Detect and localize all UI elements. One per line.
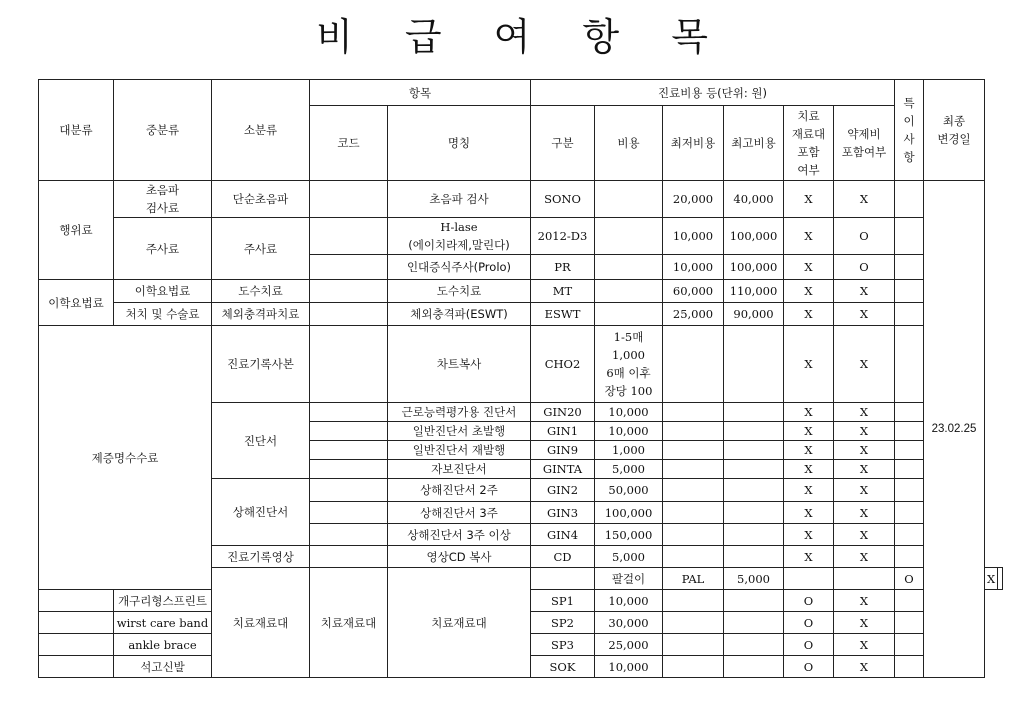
material-cell: O [784, 590, 834, 612]
special-cell [895, 524, 924, 546]
name-cell [388, 218, 531, 255]
code-cell [39, 656, 114, 678]
material-cell: O [784, 612, 834, 634]
special-cell [895, 218, 924, 255]
minor-cell: 진료기록사본 [212, 326, 310, 403]
header-material-line: 포함 [797, 145, 820, 159]
special-cell [895, 403, 924, 422]
table-row [39, 181, 1003, 218]
material-cell: X [784, 303, 834, 326]
code-cell [310, 441, 388, 460]
name-cell: 상해진단서 3주 이상 [388, 524, 531, 546]
code-cell [310, 546, 388, 568]
middle-cell: 주사료 [114, 218, 212, 280]
name-cell: ankle brace [114, 634, 212, 656]
minor-cell: 체외충격파치료 [212, 303, 310, 326]
cost-line: 1-5매 [613, 330, 644, 344]
code-cell [310, 303, 388, 326]
material-cell: X [784, 479, 834, 502]
minor-cell: 도수치료 [212, 280, 310, 303]
drug-cell: X [834, 280, 895, 303]
cost-cell: 5,000 [595, 460, 663, 479]
special-cell [895, 612, 924, 634]
drug-cell: X [834, 403, 895, 422]
category-cell: SP1 [531, 590, 595, 612]
category-cell: CHO2 [531, 326, 595, 403]
cost-cell: 50,000 [595, 479, 663, 502]
category-cell: GIN3 [531, 502, 595, 524]
cost-cell: 30,000 [595, 612, 663, 634]
header-material-line: 여부 [797, 163, 820, 177]
cost-cell: 1,000 [595, 441, 663, 460]
drug-cell: X [834, 656, 895, 678]
category-cell: GIN9 [531, 441, 595, 460]
code-cell [310, 422, 388, 441]
header-max-cost: 최고비용 [724, 106, 784, 181]
header-special-line: 사 [903, 132, 915, 146]
header-last-changed-line: 최종 [942, 114, 966, 128]
code-cell [310, 460, 388, 479]
min-cost-cell: 25,000 [663, 303, 724, 326]
min-cost-cell: 10,000 [663, 255, 724, 280]
drug-cell: X [834, 546, 895, 568]
max-cost-cell: 110,000 [724, 280, 784, 303]
special-cell [998, 568, 1003, 590]
code-cell [310, 255, 388, 280]
cost-cell: 10,000 [595, 656, 663, 678]
name-cell: 초음파 검사 [388, 181, 531, 218]
header-drug-line: 약제비 [847, 127, 881, 141]
min-cost-cell [663, 612, 724, 634]
drug-cell: O [834, 255, 895, 280]
category-cell: GIN1 [531, 422, 595, 441]
min-cost-cell [663, 524, 724, 546]
table-row [39, 218, 1003, 255]
cost-cell [595, 218, 663, 255]
name-cell: 일반진단서 초발행 [388, 422, 531, 441]
minor-cell: 진단서 [212, 403, 310, 479]
cost-cell: 5,000 [724, 568, 784, 590]
drug-cell: X [834, 181, 895, 218]
code-cell [310, 181, 388, 218]
material-cell: X [784, 422, 834, 441]
name-line: (에이치라제,말린다) [408, 238, 510, 252]
minor-cell: 진료기록영상 [212, 546, 310, 568]
material-cell: X [784, 546, 834, 568]
material-cell: X [784, 460, 834, 479]
name-cell: 차트복사 [388, 326, 531, 403]
special-cell [895, 502, 924, 524]
code-cell [39, 634, 114, 656]
category-cell: SONO [531, 181, 595, 218]
category-cell: SOK [531, 656, 595, 678]
name-line: H-lase [440, 220, 478, 234]
minor-cell: 단순초음파 [212, 181, 310, 218]
header-major: 대분류 [39, 80, 114, 181]
max-cost-cell [724, 524, 784, 546]
material-cell: O [784, 656, 834, 678]
min-cost-cell: 20,000 [663, 181, 724, 218]
material-cell: X [784, 218, 834, 255]
minor-cell: 치료재료대 [388, 568, 531, 678]
min-cost-cell [663, 656, 724, 678]
min-cost-cell [784, 568, 834, 590]
middle-line: 검사료 [145, 201, 180, 215]
max-cost-cell [724, 590, 784, 612]
minor-cell: 상해진단서 [212, 479, 310, 546]
min-cost-cell [663, 546, 724, 568]
middle-cell: 이학요법료 [114, 280, 212, 303]
category-cell: PR [531, 255, 595, 280]
middle-line: 초음파 [145, 183, 180, 197]
material-cell: O [784, 634, 834, 656]
header-special-line: 특 [903, 96, 915, 110]
category-cell: PAL [663, 568, 724, 590]
header-item-group: 항목 [310, 80, 531, 106]
name-cell: 일반진단서 재발행 [388, 441, 531, 460]
drug-cell: X [985, 568, 998, 590]
category-cell: GIN4 [531, 524, 595, 546]
page-title [0, 10, 1024, 64]
name-cell: 상해진단서 3주 [388, 502, 531, 524]
name-cell: 체외충격파(ESWT) [388, 303, 531, 326]
max-cost-cell: 100,000 [724, 255, 784, 280]
category-cell: SP3 [531, 634, 595, 656]
max-cost-cell [724, 422, 784, 441]
name-cell: 근로능력평가용 진단서 [388, 403, 531, 422]
code-cell [310, 403, 388, 422]
material-cell: O [895, 568, 924, 590]
header-drug-line: 포함여부 [841, 145, 887, 159]
code-cell [310, 218, 388, 255]
drug-cell: X [834, 524, 895, 546]
max-cost-cell [724, 403, 784, 422]
name-cell: 도수치료 [388, 280, 531, 303]
material-cell: X [784, 502, 834, 524]
material-cell: X [784, 181, 834, 218]
min-cost-cell: 60,000 [663, 280, 724, 303]
name-cell: 자보진단서 [388, 460, 531, 479]
special-cell [895, 479, 924, 502]
minor-cell: 주사료 [212, 218, 310, 280]
material-cell: X [784, 280, 834, 303]
header-middle: 중분류 [114, 80, 212, 181]
table-row [39, 280, 1003, 303]
cost-line: 장당 100 [604, 384, 653, 398]
name-cell: 개구리형스프린트 [114, 590, 212, 612]
header-material-included [784, 106, 834, 181]
material-cell: X [784, 255, 834, 280]
min-cost-cell [663, 502, 724, 524]
cost-cell: 10,000 [595, 403, 663, 422]
max-cost-cell [834, 568, 895, 590]
category-cell: GIN2 [531, 479, 595, 502]
category-cell: 2012-D3 [531, 218, 595, 255]
max-cost-cell [724, 656, 784, 678]
special-cell [895, 590, 924, 612]
cost-line: 6매 이후 [606, 366, 651, 380]
max-cost-cell [724, 634, 784, 656]
code-cell [310, 479, 388, 502]
major-cell: 행위료 [39, 181, 114, 280]
special-cell [895, 280, 924, 303]
special-cell [895, 255, 924, 280]
min-cost-cell [663, 441, 724, 460]
category-cell: GIN20 [531, 403, 595, 422]
max-cost-cell [724, 441, 784, 460]
name-cell: 석고신발 [114, 656, 212, 678]
header-minor: 소분류 [212, 80, 310, 181]
major-cell: 치료재료대 [212, 568, 310, 678]
special-cell [895, 546, 924, 568]
drug-cell: X [834, 612, 895, 634]
max-cost-cell [724, 546, 784, 568]
header-cost: 비용 [595, 106, 663, 181]
cost-cell [595, 255, 663, 280]
drug-cell: X [834, 502, 895, 524]
non-covered-items-table [38, 79, 1003, 678]
drug-cell: X [834, 479, 895, 502]
max-cost-cell: 90,000 [724, 303, 784, 326]
drug-cell: X [834, 590, 895, 612]
header-special-line: 이 [903, 114, 915, 128]
material-cell: X [784, 326, 834, 403]
material-cell: X [784, 524, 834, 546]
category-cell: CD [531, 546, 595, 568]
special-cell [895, 441, 924, 460]
min-cost-cell [663, 634, 724, 656]
header-special [895, 80, 924, 181]
header-cost-group: 진료비용 등(단위: 원) [531, 80, 895, 106]
header-min-cost: 최저비용 [663, 106, 724, 181]
code-cell [310, 326, 388, 403]
last-changed-cell: 23.02.25 [924, 181, 985, 678]
header-material-line: 치료 [797, 109, 820, 123]
max-cost-cell [724, 460, 784, 479]
material-cell: X [784, 441, 834, 460]
max-cost-cell [724, 326, 784, 403]
category-cell: GINTA [531, 460, 595, 479]
header-category: 구분 [531, 106, 595, 181]
drug-cell: X [834, 303, 895, 326]
material-cell: X [784, 403, 834, 422]
max-cost-cell: 100,000 [724, 218, 784, 255]
min-cost-cell [663, 403, 724, 422]
max-cost-cell [724, 502, 784, 524]
header-last-changed [924, 80, 985, 181]
cost-cell: 10,000 [595, 590, 663, 612]
cost-cell: 5,000 [595, 546, 663, 568]
cost-cell [595, 280, 663, 303]
max-cost-cell [724, 612, 784, 634]
drug-cell: O [834, 218, 895, 255]
drug-cell: X [834, 634, 895, 656]
code-cell [310, 502, 388, 524]
special-cell [895, 460, 924, 479]
drug-cell: X [834, 441, 895, 460]
code-cell [310, 524, 388, 546]
cost-cell [595, 181, 663, 218]
table-row [39, 303, 1003, 326]
drug-cell: X [834, 326, 895, 403]
code-cell [39, 590, 114, 612]
cost-cell [595, 326, 663, 403]
min-cost-cell [663, 326, 724, 403]
drug-cell: X [834, 460, 895, 479]
cost-cell: 150,000 [595, 524, 663, 546]
category-cell: SP2 [531, 612, 595, 634]
category-cell: MT [531, 280, 595, 303]
category-cell: ESWT [531, 303, 595, 326]
name-cell: 팔걸이 [595, 568, 663, 590]
special-cell [895, 326, 924, 403]
special-cell [895, 422, 924, 441]
cost-cell: 10,000 [595, 422, 663, 441]
code-cell [531, 568, 595, 590]
header-special-line: 항 [903, 150, 915, 164]
middle-cell [114, 181, 212, 218]
name-cell: 상해진단서 2주 [388, 479, 531, 502]
min-cost-cell: 10,000 [663, 218, 724, 255]
drug-cell: X [834, 422, 895, 441]
max-cost-cell [724, 479, 784, 502]
special-cell [895, 656, 924, 678]
name-cell: 인대증식주사(Prolo) [388, 255, 531, 280]
name-cell: 영상CD 복사 [388, 546, 531, 568]
major-cell: 이학요법료 [39, 280, 114, 326]
min-cost-cell [663, 460, 724, 479]
table-row [39, 326, 1003, 403]
middle-cell: 치료재료대 [310, 568, 388, 678]
cost-cell [595, 303, 663, 326]
special-cell [895, 303, 924, 326]
name-cell: wirst care band [114, 612, 212, 634]
cost-cell: 25,000 [595, 634, 663, 656]
page-title-text: 비 급 여 항 목 [316, 15, 728, 59]
special-cell [895, 634, 924, 656]
min-cost-cell [663, 422, 724, 441]
header-code: 코드 [310, 106, 388, 181]
code-cell [39, 612, 114, 634]
header-drug-included [834, 106, 895, 181]
header-name: 명칭 [388, 106, 531, 181]
special-cell [895, 181, 924, 218]
code-cell [310, 280, 388, 303]
min-cost-cell [663, 479, 724, 502]
major-cell: 제증명수수료 [39, 326, 212, 590]
middle-cell: 처치 및 수술료 [114, 303, 212, 326]
min-cost-cell [663, 590, 724, 612]
cost-cell: 100,000 [595, 502, 663, 524]
header-last-changed-line: 변경일 [937, 132, 971, 146]
max-cost-cell: 40,000 [724, 181, 784, 218]
header-material-line: 재료대 [791, 127, 826, 141]
cost-line: 1,000 [612, 348, 645, 362]
